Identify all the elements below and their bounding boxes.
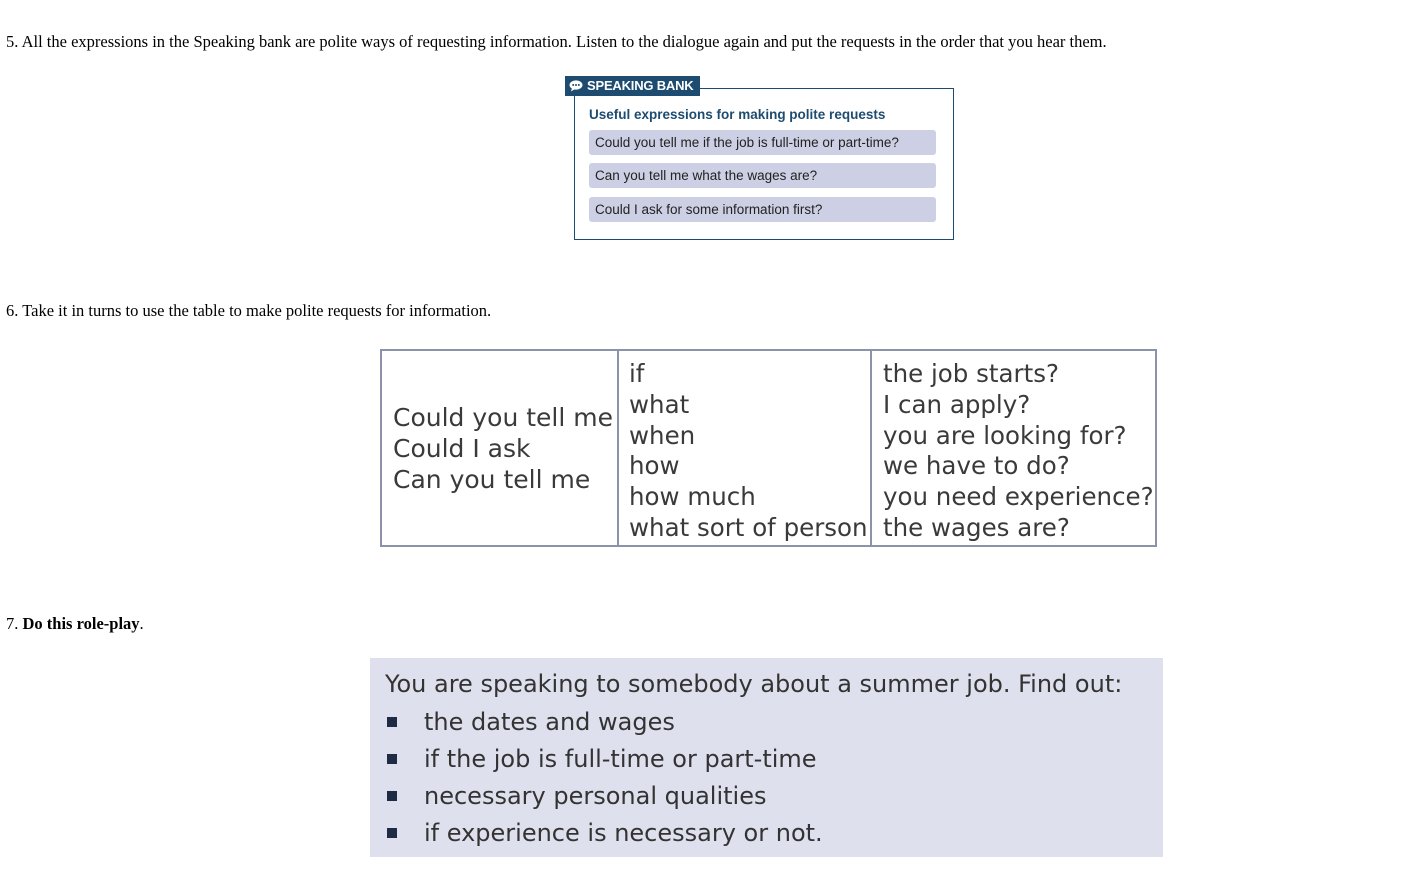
square-bullet-icon	[387, 754, 397, 764]
table-cell: Could you tell me	[393, 402, 613, 432]
square-bullet-icon	[387, 717, 397, 727]
speaking-bank-item: Can you tell me what the wages are?	[589, 163, 936, 188]
question-7-text	[6, 614, 144, 634]
table-column-question-words	[619, 351, 872, 545]
table-cell: Can you tell me	[393, 464, 591, 494]
question-5-text: 5. All the expressions in the Speaking bank are polite ways of requesting information. Listen to the dialogue again and put the requests in the order that you hear them.	[6, 32, 1107, 51]
table-cell: we have to do?	[883, 451, 1070, 481]
speaking-bank-title: SPEAKING BANK	[587, 78, 694, 93]
roleplay-box	[370, 658, 1163, 857]
table-cell: when	[629, 420, 696, 450]
table-cell: Could I ask	[393, 433, 531, 463]
roleplay-item	[385, 703, 675, 740]
roleplay-item	[385, 814, 823, 851]
question-7-number: 7.	[6, 614, 23, 633]
table-cell: what	[629, 389, 690, 419]
roleplay-intro: You are speaking to somebody about a summer job. Find out:	[385, 670, 1123, 698]
request-table	[380, 349, 1157, 547]
square-bullet-icon	[387, 828, 397, 838]
roleplay-item	[385, 777, 766, 814]
roleplay-item-text: necessary personal qualities	[424, 781, 767, 810]
speaking-bank-item: Could I ask for some information first?	[589, 197, 936, 222]
table-cell: I can apply?	[883, 389, 1031, 419]
table-cell: the wages are?	[883, 512, 1070, 542]
roleplay-item-text: if the job is full-time or part-time	[424, 744, 817, 773]
table-cell: how much	[629, 482, 756, 512]
table-column-openers	[382, 351, 619, 545]
table-cell: you are looking for?	[883, 420, 1127, 450]
square-bullet-icon	[387, 791, 397, 801]
table-cell: how	[629, 451, 680, 481]
roleplay-item-text: if experience is necessary or not.	[424, 818, 823, 847]
question-6-text: 6. Take it in turns to use the table to make polite requests for information.	[6, 301, 492, 320]
table-cell: the job starts?	[883, 359, 1059, 388]
speaking-bank-item: Could you tell me if the job is full-time or part-time?	[589, 130, 936, 155]
table-cell: what sort of person	[629, 512, 868, 542]
speaking-bank-heading: Useful expressions for making polite requests	[589, 107, 886, 122]
roleplay-item	[385, 740, 817, 777]
table-column-endings	[872, 351, 1155, 545]
speaking-bank-tag	[565, 76, 700, 96]
speech-bubble-icon	[569, 80, 583, 92]
question-7-instruction: Do this role-play	[22, 614, 140, 633]
speaking-bank	[565, 76, 955, 240]
table-cell: you need experience?	[883, 482, 1154, 512]
question-7-period: .	[139, 614, 144, 633]
table-cell: if	[629, 359, 645, 388]
roleplay-item-text: the dates and wages	[424, 707, 675, 736]
